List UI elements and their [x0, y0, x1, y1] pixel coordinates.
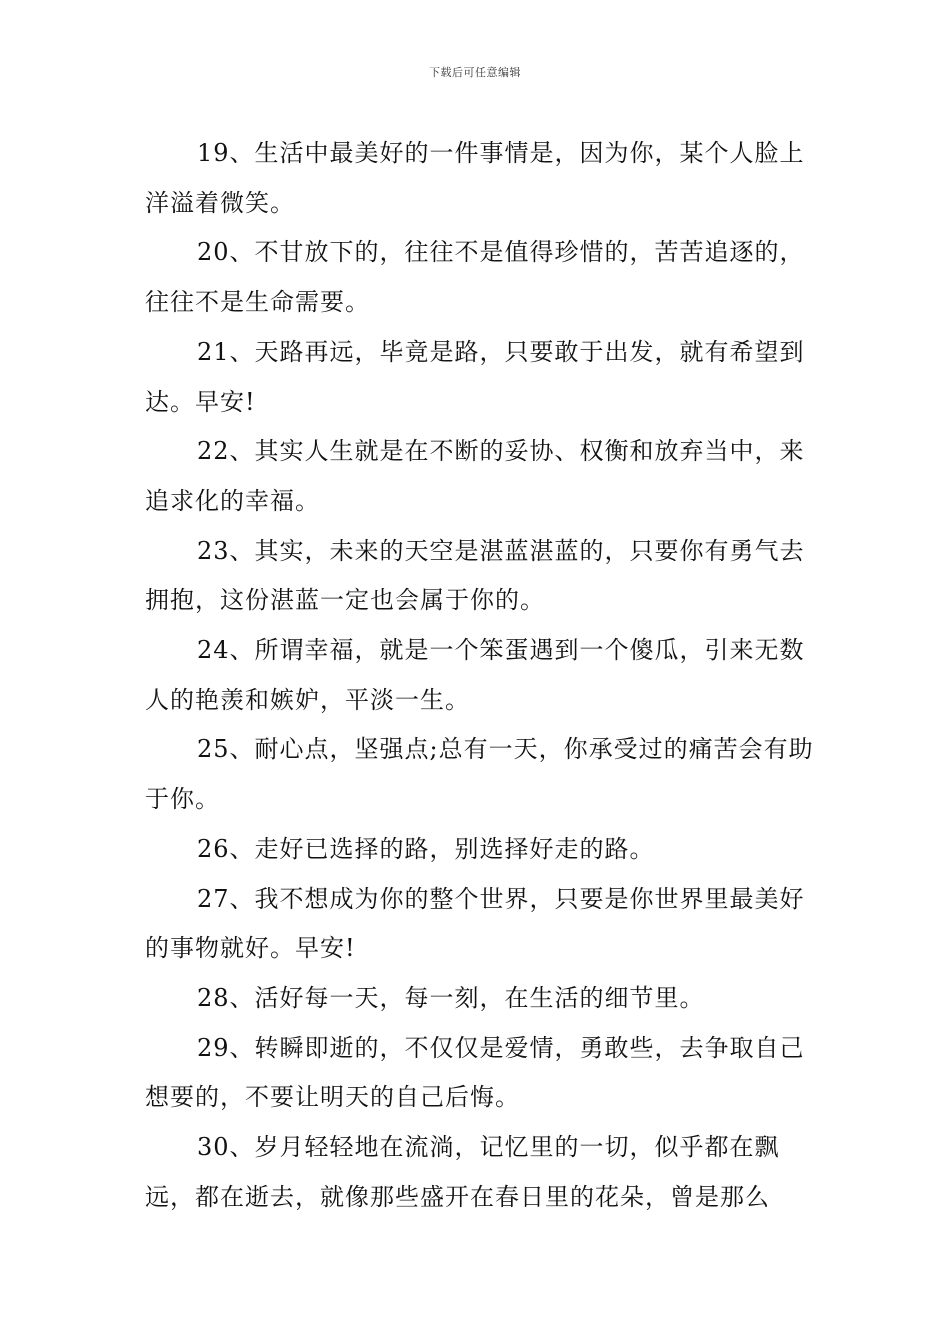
list-item: 28、活好每一天，每一刻，在生活的细节里。 [197, 983, 705, 1012]
list-item: 20、不甘放下的，往往不是值得珍惜的，苦苦追逐的，往往不是生命需要。 [145, 238, 805, 317]
list-item: 30、岁月轻轻地在流淌，记忆里的一切，似乎都在飘远，都在逝去，就像那些盛开在春日里的花朵，曾是那么 [145, 1133, 780, 1211]
document-body [145, 129, 815, 1222]
list-item: 26、走好已选择的路，别选择好走的路。 [197, 834, 655, 863]
list-item: 29、转瞬即逝的，不仅仅是爱情，勇敢些，去争取自己想要的，不要让明天的自己后悔。 [145, 1033, 805, 1112]
list-item: 23、其实，未来的天空是湛蓝湛蓝的，只要你有勇气去拥抱，这份湛蓝一定也会属于你的。 [145, 536, 805, 615]
list-item: 24、所谓幸福，就是一个笨蛋遇到一个傻瓜，引来无数人的艳羡和嫉妒，平淡一生。 [145, 636, 805, 714]
page-header-note: 下载后可任意编辑 [429, 66, 521, 79]
list-item: 25、耐心点，坚强点;总有一天，你承受过的痛苦会有助于你。 [145, 735, 814, 814]
list-item: 22、其实人生就是在不断的妥协、权衡和放弃当中，来追求化的幸福。 [145, 437, 805, 515]
list-item: 27、我不想成为你的整个世界，只要是你世界里最美好的事物就好。早安! [145, 884, 805, 963]
list-item: 19、生活中最美好的一件事情是，因为你，某个人脸上洋溢着微笑。 [145, 139, 805, 217]
list-item: 21、天路再远，毕竟是路，只要敢于出发，就有希望到达。早安! [145, 337, 805, 416]
